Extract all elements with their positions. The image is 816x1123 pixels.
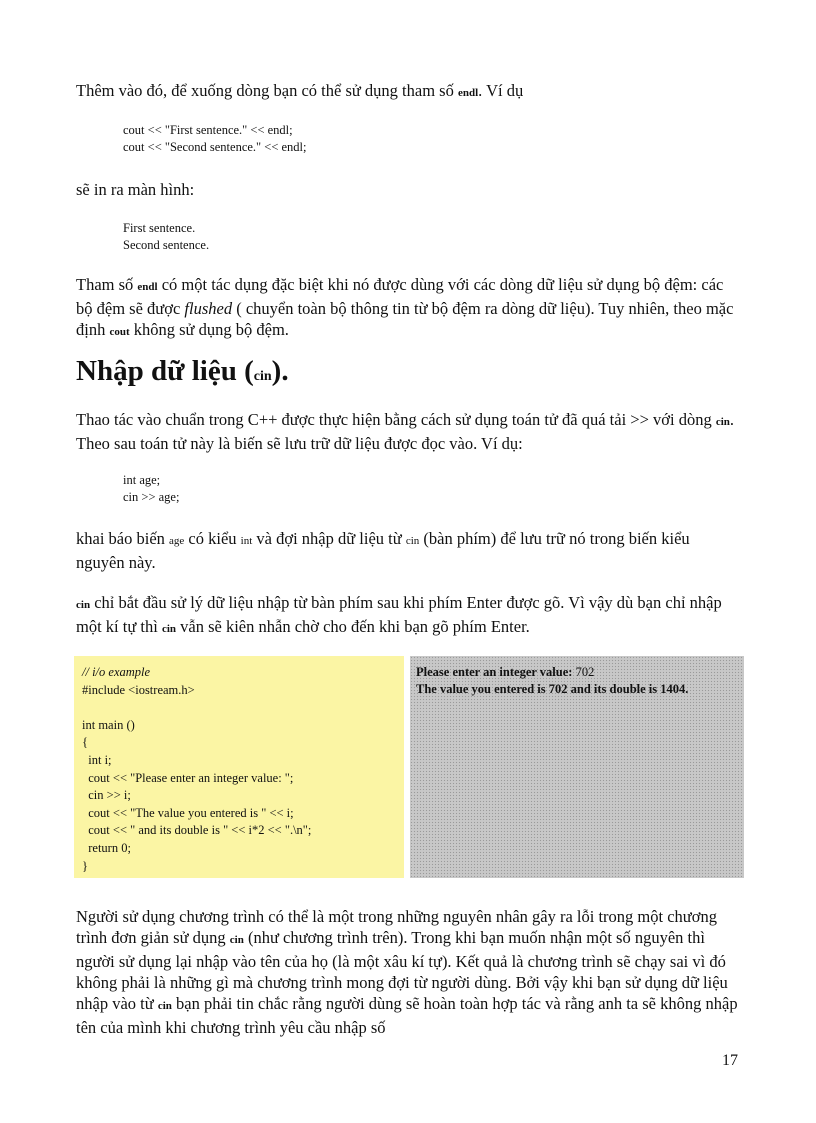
text: vẫn sẽ kiên nhẫn chờ cho đến khi bạn gõ phím Enter. [176,617,530,636]
code-comment: // i/o example [82,665,151,679]
output-result-line: The value you entered is 702 and its double is 1404. [416,682,689,696]
inline-code: endl [137,281,158,293]
code-line: cout << "The value you entered is " << i; [82,805,294,820]
text: Người sử dụng chương trình có thể là một trong những nguyên nhân gây ra lỗi trong một chương trình đơn giản sử dụng [76,907,717,947]
code-line: int age; [123,473,161,487]
page-number: 17 [722,1052,738,1069]
text: và đợi nhập dữ liệu từ [252,529,406,548]
inline-code: cin [405,535,420,547]
code-sample-cin [123,472,179,506]
text: Thêm vào đó, để xuống dòng bạn có thể sử dụng tham số [76,81,458,100]
inline-code: endl [457,87,479,99]
output-user-input: 702 [575,665,595,679]
text: Thao tác vào chuẩn trong C++ được thực hiện bằng cách sử dụng toán tử đã quá tải >> với dòng [76,410,716,429]
inline-code: cin [715,416,730,428]
code-line: cout << " and its double is " << i*2 << ".\n"; [82,823,312,838]
output-prompt-line [416,664,744,681]
text: có kiểu [184,529,241,548]
paragraph-enter-key [76,592,742,640]
paragraph-endl-buffer [76,274,742,343]
inline-code: cin [161,623,177,635]
code-line: cout << "Second sentence." << endl; [123,140,307,154]
code-line: #include <iostream.h> [82,682,195,697]
code-line: cout << "First sentence." << endl; [123,123,293,137]
text: không sử dụng bộ đệm. [129,320,289,339]
output-line: First sentence. [123,221,196,235]
code-line: cout << "Please enter an integer value: "; [82,770,294,785]
paragraph-age-declaration [76,528,742,573]
code-line: cin >> i; [82,788,131,803]
code-line: { [82,735,88,750]
output-line: Second sentence. [123,238,210,252]
text: có một tác dụng đặc biệt khi nó được dùng với các dòng dữ liệu sử dụng bộ đệm: các bộ đệm sẽ được [76,275,724,318]
code-line: return 0; [82,840,131,855]
example-output-box [410,656,744,878]
paragraph-cin-intro [76,409,742,454]
text: . Theo sau toán tử này là biến sẽ lưu trữ dữ liệu được đọc vào. Ví dụ: [76,410,735,453]
text: ( chuyển toàn bộ thông tin từ bộ đệm ra dòng dữ liệu). Tuy nhiên, theo mặc định [76,299,734,339]
section-heading [76,355,289,388]
text: Tham số [76,275,138,294]
text: khai báo biến [76,529,170,548]
text: . Ví dụ [478,81,524,100]
example-code-box [74,656,404,878]
inline-code: cin [229,934,244,946]
inline-code: cout [109,326,130,338]
text: (bàn phím) để lưu trữ nó trong biến kiểu nguyên này. [76,529,690,572]
text: chỉ bắt đầu sử lý dữ liệu nhập từ bàn phím sau khi phím Enter được gõ. Vì vậy dù bạn chỉ nhập một kí tự thì [76,593,722,636]
heading-code: cin [253,369,272,384]
paragraph-user-errors [76,906,742,1038]
text: (như chương trình trên). Trong khi bạn muốn nhận một số nguyên thì người sử dụng lại nhập vào tên của họ (là một xâu kí tự). Kết quả là chương trình sẽ chạy sai vì đó không phải là những gì mà chương trình mong đợi từ người dùng. Bởi vậy khi bạn sử dụng dữ liệu nhập vào từ [76,928,728,1013]
output-sample [123,220,209,254]
paragraph-output-intro: sẽ in ra màn hình: [76,180,195,199]
inline-code: cin [76,599,91,611]
inline-code: age [169,535,185,547]
heading-text: Nhập dữ liệu ( [76,355,254,387]
output-prompt: Please enter an integer value: [416,665,576,679]
inline-code: int [240,535,253,547]
code-line: } [82,858,88,873]
inline-code: cin [157,1000,172,1012]
paragraph-endl-intro [76,80,742,104]
code-sample-endl [123,122,307,156]
text: bạn phải tin chắc rằng người dùng sẽ hoàn toàn hợp tác và rằng anh ta sẽ không nhập tên của mình khi chương trình yêu cầu nhập số [76,994,738,1037]
emphasis: flushed [184,299,233,318]
code-line: cin >> age; [123,490,180,504]
heading-text: ). [271,355,289,387]
code-line: int main () [82,717,135,732]
code-line: int i; [82,752,112,767]
